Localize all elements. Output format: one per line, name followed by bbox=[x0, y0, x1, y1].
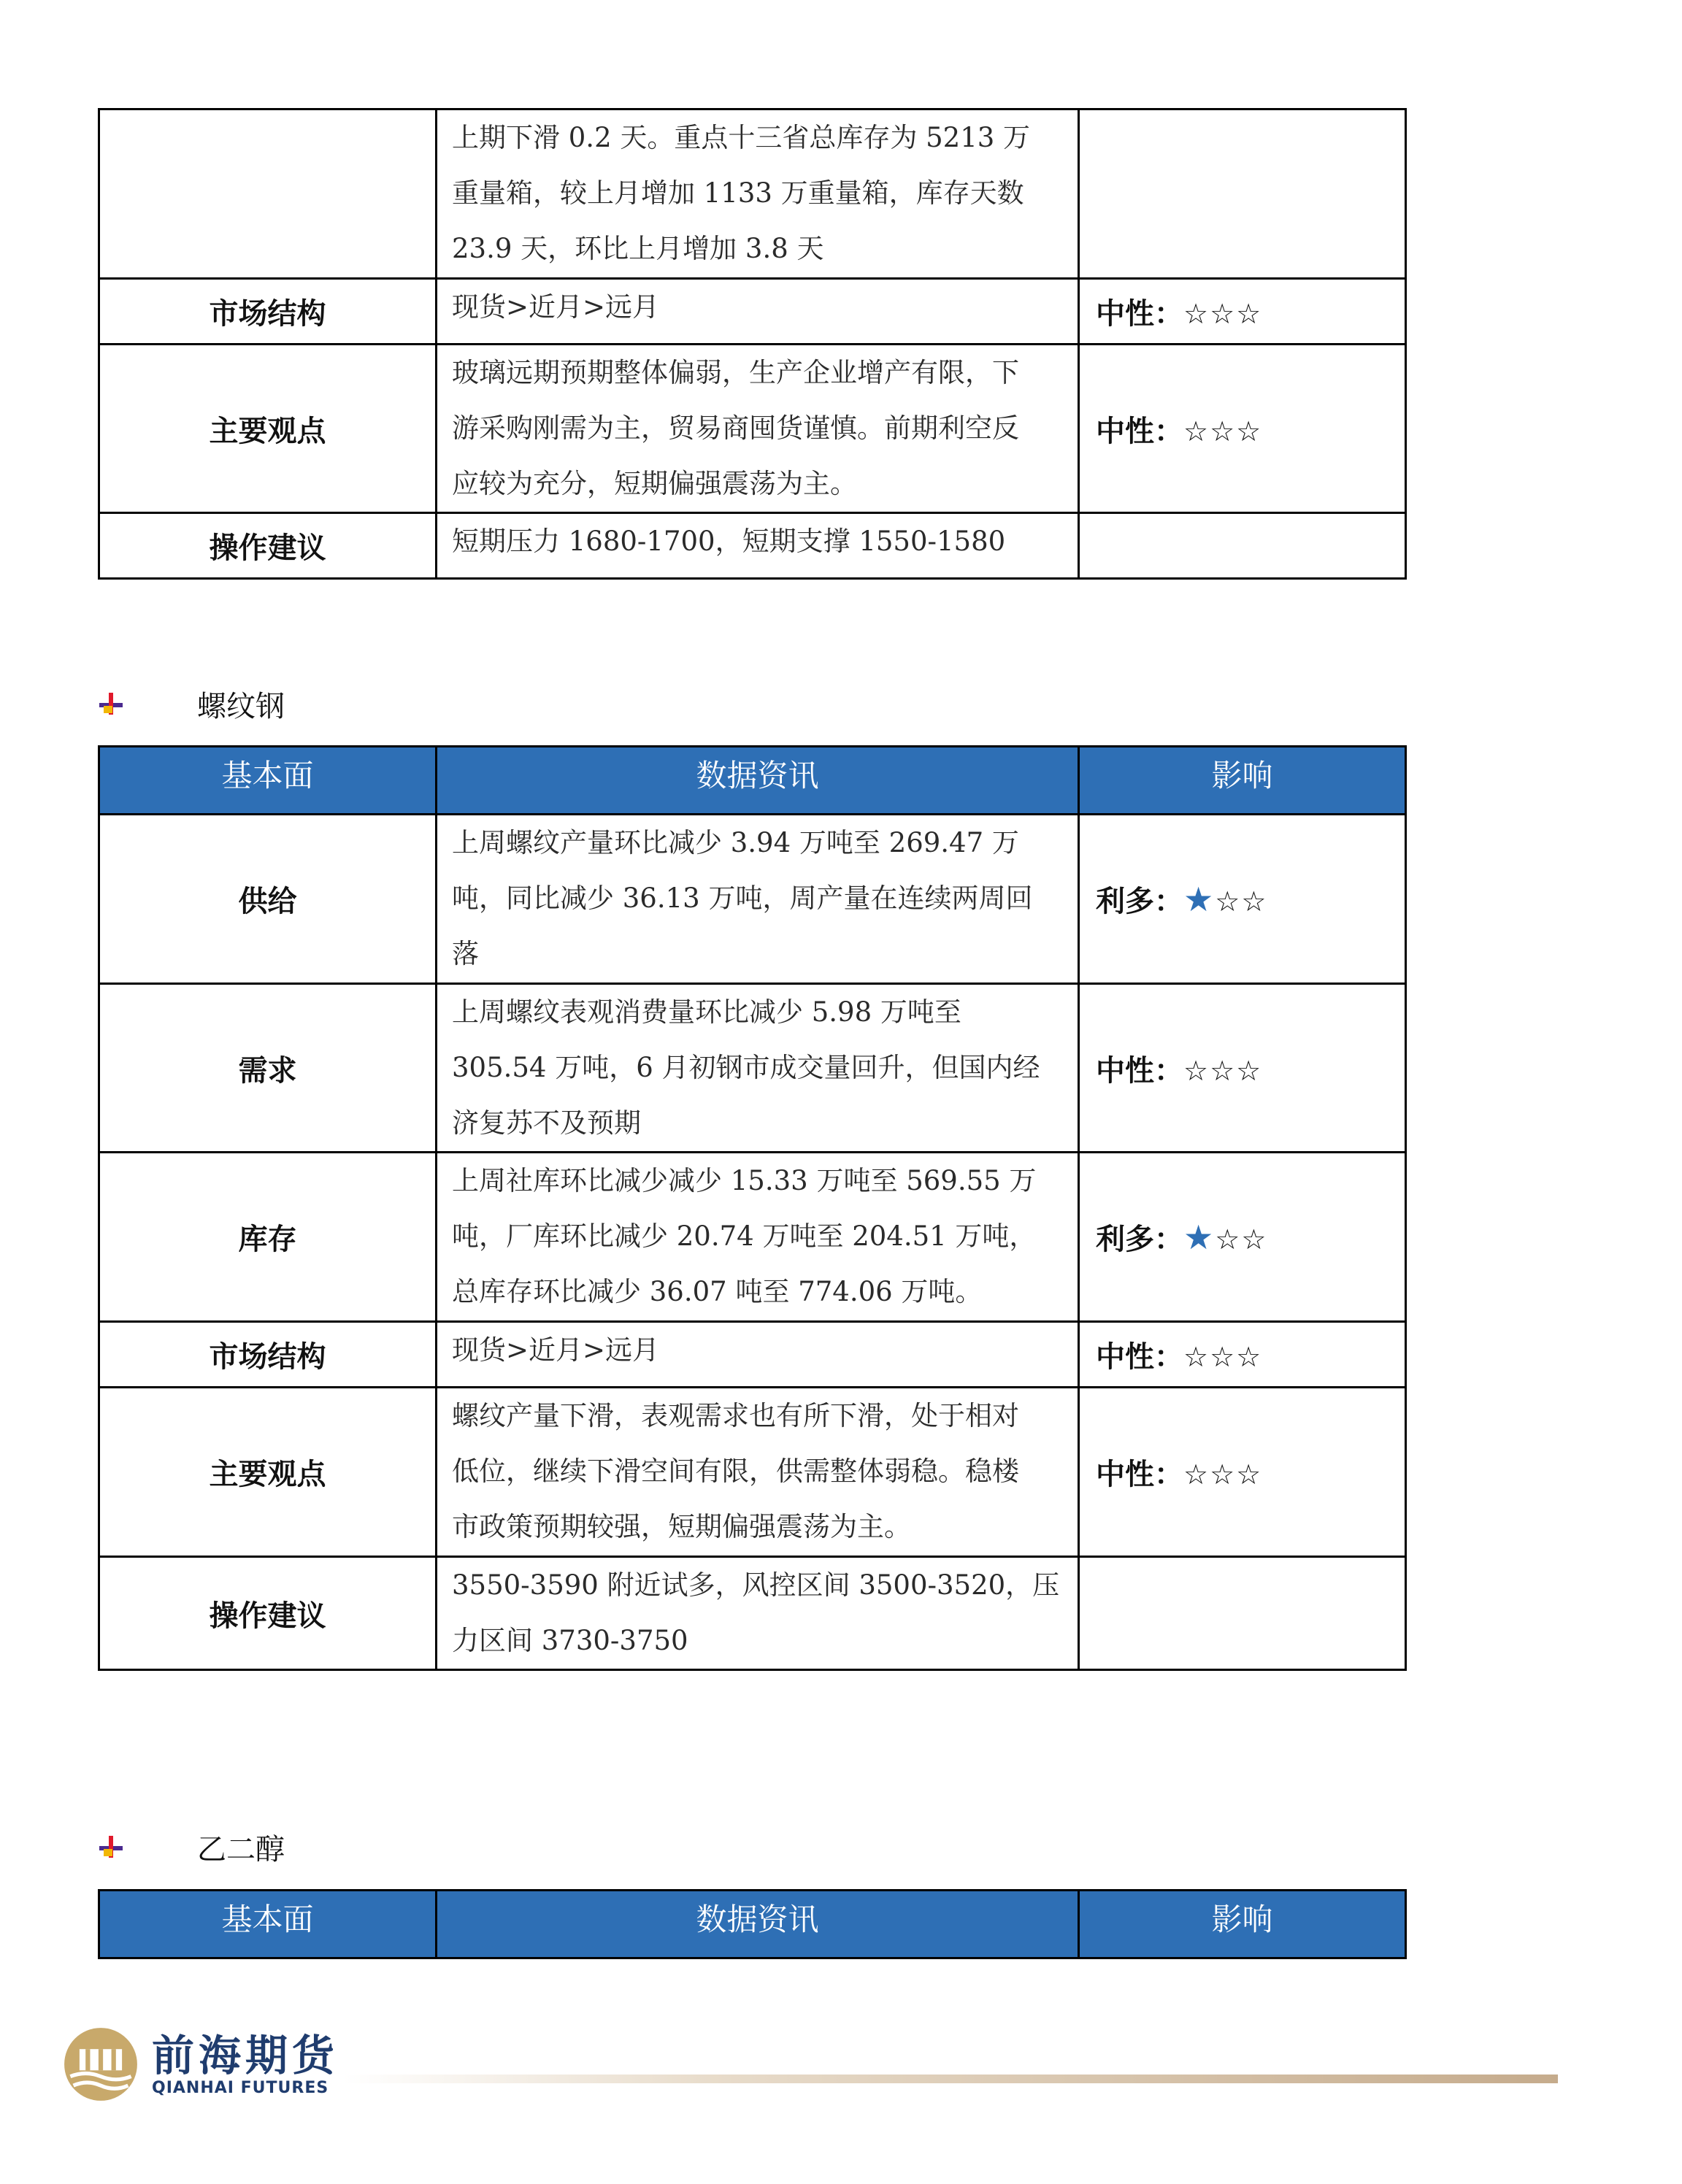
row-impact bbox=[1079, 109, 1406, 279]
row-impact bbox=[1079, 279, 1406, 345]
row-label: 主要观点 bbox=[99, 345, 437, 513]
row-label: 操作建议 bbox=[99, 1557, 437, 1670]
row-info bbox=[437, 513, 1079, 579]
table-row bbox=[99, 815, 1406, 984]
star-rating-icon: ☆☆☆ bbox=[1183, 415, 1263, 447]
info-line: 23.9 天，环比上月增加 3.8 天 bbox=[452, 233, 824, 264]
table-row bbox=[99, 345, 1406, 513]
impact-label: 利多： bbox=[1096, 1223, 1183, 1256]
row-info bbox=[437, 1153, 1079, 1322]
table-row bbox=[99, 1388, 1406, 1557]
impact-label: 中性： bbox=[1096, 1458, 1183, 1491]
header-impact: 影响 bbox=[1079, 1891, 1406, 1958]
empty-star-icon: ☆☆ bbox=[1215, 1223, 1268, 1256]
header-data: 数据资讯 bbox=[437, 1891, 1079, 1958]
row-impact bbox=[1079, 984, 1406, 1153]
info-line: 3550-3590 附近试多，风控区间 3500-3520，压 bbox=[452, 1569, 1060, 1601]
info-line: 上周螺纹产量环比减少 3.94 万吨至 269.47 万 bbox=[452, 827, 1019, 858]
company-logo bbox=[63, 2026, 339, 2102]
row-label: 库存 bbox=[99, 1153, 437, 1322]
row-impact bbox=[1079, 345, 1406, 513]
header-impact: 影响 bbox=[1079, 747, 1406, 815]
star-rating-icon: ☆☆☆ bbox=[1183, 1054, 1263, 1087]
info-line: 重量箱，较上月增加 1133 万重量箱，库存天数 bbox=[452, 177, 1024, 209]
info-line: 应较为充分，短期偏强震荡为主。 bbox=[452, 468, 857, 499]
info-line: 现货>近月>远月 bbox=[452, 1334, 660, 1366]
star-rating-icon bbox=[1183, 880, 1268, 919]
table-row bbox=[99, 279, 1406, 345]
impact-label: 中性： bbox=[1096, 414, 1183, 448]
row-info bbox=[437, 345, 1079, 513]
info-line: 上期下滑 0.2 天。重点十三省总库存为 5213 万 bbox=[452, 122, 1031, 153]
impact-label: 中性： bbox=[1096, 1340, 1183, 1374]
section-title-text: 乙二醇 bbox=[197, 1833, 285, 1866]
info-line: 总库存环比减少 36.07 吨至 774.06 万吨。 bbox=[452, 1276, 983, 1307]
footer-divider bbox=[343, 2075, 1558, 2083]
info-line: 落 bbox=[452, 938, 479, 969]
info-line: 吨，同比减少 36.13 万吨，周产量在连续两周回 bbox=[452, 883, 1033, 914]
row-impact bbox=[1079, 1153, 1406, 1322]
meg-table bbox=[98, 1889, 1407, 1959]
info-line: 短期压力 1680-1700，短期支撑 1550-1580 bbox=[452, 526, 1006, 557]
info-line: 游采购刚需为主，贸易商囤货谨慎。前期利空反 bbox=[452, 412, 1019, 444]
row-info bbox=[437, 109, 1079, 279]
impact-label: 中性： bbox=[1096, 297, 1183, 331]
row-info bbox=[437, 1557, 1079, 1670]
section-title-rebar bbox=[98, 683, 285, 725]
table-row bbox=[99, 1557, 1406, 1670]
impact-label: 利多： bbox=[1096, 885, 1183, 918]
star-rating-icon: ☆☆☆ bbox=[1183, 1458, 1263, 1491]
info-line: 济复苏不及预期 bbox=[452, 1107, 641, 1139]
row-info bbox=[437, 1388, 1079, 1557]
logo-chinese-name: 前海期货 bbox=[152, 2030, 339, 2080]
table-row bbox=[99, 984, 1406, 1153]
table-header bbox=[99, 747, 1406, 815]
table-row bbox=[99, 109, 1406, 279]
info-line: 现货>近月>远月 bbox=[452, 291, 660, 323]
star-rating-icon: ☆☆☆ bbox=[1183, 1341, 1263, 1373]
info-line: 低位，继续下滑空间有限，供需整体弱稳。稳楼 bbox=[452, 1456, 1019, 1487]
section-title-text: 螺纹钢 bbox=[197, 690, 285, 723]
star-rating-icon: ☆☆☆ bbox=[1183, 298, 1263, 330]
row-info bbox=[437, 279, 1079, 345]
info-line: 螺纹产量下滑，表观需求也有所下滑，处于相对 bbox=[452, 1400, 1019, 1431]
row-label: 供给 bbox=[99, 815, 437, 984]
table-row bbox=[99, 513, 1406, 579]
header-data: 数据资讯 bbox=[437, 747, 1079, 815]
section-title-meg bbox=[98, 1826, 285, 1868]
info-line: 吨，厂库环比减少 20.74 万吨至 204.51 万吨， bbox=[452, 1220, 1037, 1252]
empty-star-icon: ☆☆ bbox=[1215, 885, 1268, 918]
row-impact bbox=[1079, 1322, 1406, 1388]
rebar-table bbox=[98, 745, 1407, 1671]
row-impact bbox=[1079, 1388, 1406, 1557]
info-line: 玻璃远期预期整体偏弱，生产企业增产有限，下 bbox=[452, 357, 1019, 388]
row-label bbox=[99, 109, 437, 279]
info-line: 305.54 万吨，6 月初钢市成交量回升，但国内经 bbox=[452, 1052, 1040, 1083]
table-header bbox=[99, 1891, 1406, 1958]
info-line: 力区间 3730-3750 bbox=[452, 1625, 688, 1656]
bullet-icon bbox=[98, 691, 124, 718]
info-line: 上周螺纹表观消费量环比减少 5.98 万吨至 bbox=[452, 996, 961, 1028]
header-fundamentals: 基本面 bbox=[99, 1891, 437, 1958]
header-fundamentals: 基本面 bbox=[99, 747, 437, 815]
logo-emblem-icon bbox=[63, 2026, 139, 2102]
row-label: 市场结构 bbox=[99, 279, 437, 345]
filled-star-icon: ★ bbox=[1183, 1218, 1216, 1257]
impact-label: 中性： bbox=[1096, 1053, 1183, 1088]
glass-table bbox=[98, 108, 1407, 580]
filled-star-icon: ★ bbox=[1183, 880, 1216, 919]
info-line: 市政策预期较强，短期偏强震荡为主。 bbox=[452, 1511, 911, 1542]
info-line: 上周社库环比减少减少 15.33 万吨至 569.55 万 bbox=[452, 1165, 1037, 1196]
row-label: 操作建议 bbox=[99, 513, 437, 579]
table-row bbox=[99, 1153, 1406, 1322]
row-impact bbox=[1079, 815, 1406, 984]
star-rating-icon bbox=[1183, 1218, 1268, 1257]
row-label: 主要观点 bbox=[99, 1388, 437, 1557]
logo-english-name: QIANHAI FUTURES bbox=[152, 2078, 329, 2097]
row-impact bbox=[1079, 513, 1406, 579]
row-label: 市场结构 bbox=[99, 1322, 437, 1388]
row-info bbox=[437, 984, 1079, 1153]
row-label: 需求 bbox=[99, 984, 437, 1153]
table-row bbox=[99, 1322, 1406, 1388]
row-info bbox=[437, 815, 1079, 984]
bullet-icon bbox=[98, 1834, 124, 1861]
row-impact bbox=[1079, 1557, 1406, 1670]
row-info bbox=[437, 1322, 1079, 1388]
